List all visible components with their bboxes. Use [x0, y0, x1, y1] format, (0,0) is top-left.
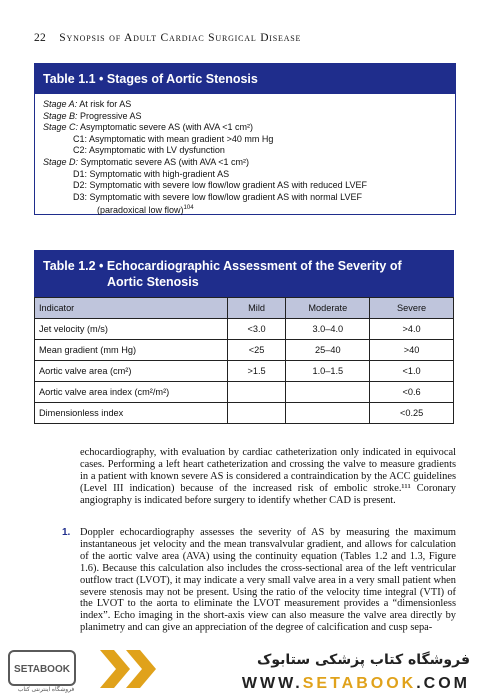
table-1-2-box [34, 250, 454, 420]
table-1-1-body [35, 94, 455, 222]
list-item-text: Doppler echocardiography assesses the severity of AS by measuring the maximum instantaneous jet velocity and the mean transvalvular gradient, and allows for calculation of the aortic valve area (AVA) using the continuity equation (Tables 1.2 and 1.3, Figure 1.6). Because this calculation also includes the cross-sectional area of the left ventricular outflow tract (LVOT), it may indicate a very small valve area in a very small patient when severe stenosis may not be present. Using the ratio of the velocity time integral (VTI) of the LVOT to the aorta to eliminate the LVOT measurement provides a “dimensionless index”. Echo imaging in the short-axis view can also measure the valve area directly by planimetry and can give an appreciation of the degree of calcification and cusp sepa- [80, 527, 456, 634]
column-header: Severe [370, 298, 454, 319]
stage-line [43, 122, 447, 134]
chevron-icon [126, 650, 156, 688]
stage-text: C2: Asymptomatic with LV dysfunction [73, 145, 225, 156]
stage-text: C1: Asymptomatic with mean gradient >40 mm Hg [73, 133, 274, 144]
table-row [35, 319, 454, 340]
stage-line [43, 99, 447, 111]
table-row [35, 382, 454, 403]
table-cell: <3.0 [227, 319, 286, 340]
page-number: 22 [34, 32, 47, 44]
store-title: فروشگاه کتاب پزشکی ستابوک [257, 652, 470, 668]
table-cell: <0.25 [370, 403, 454, 424]
table-cell: <25 [227, 340, 286, 361]
table-1-2-title [34, 250, 454, 297]
list-item-1 [62, 527, 456, 634]
table-cell: <0.6 [370, 382, 454, 403]
stage-text: Asymptomatic severe AS (with AVA <1 cm²) [78, 122, 254, 133]
table-cell: Dimensionless index [35, 403, 228, 424]
table-cell: Mean gradient (mm Hg) [35, 340, 228, 361]
stage-text: D1: Symptomatic with high-gradient AS [73, 168, 230, 179]
table-cell: 1.0–1.5 [286, 361, 370, 382]
table-cell: 25–40 [286, 340, 370, 361]
stage-line [43, 145, 447, 157]
table-cell: >4.0 [370, 319, 454, 340]
citation-superscript: 104 [183, 205, 194, 212]
column-header: Moderate [286, 298, 370, 319]
stage-text: At risk for AS [77, 99, 132, 109]
table-row [35, 403, 454, 424]
stage-label: Stage D: [43, 156, 79, 167]
stage-text: Progressive AS [77, 110, 142, 121]
stage-text: (paradoxical low flow) [97, 205, 184, 216]
store-banner[interactable] [0, 642, 500, 700]
logo-text: SETABOOK [14, 664, 70, 675]
table-1-2-title-line1: Table 1.2 • Echocardiographic Assessment of the Severity of [43, 259, 402, 273]
stage-label: Stage C: [43, 122, 79, 133]
table-cell: >1.5 [227, 361, 286, 382]
stage-label: Stage B: [43, 110, 78, 121]
stage-line [43, 111, 447, 123]
stage-line [43, 192, 447, 204]
table-cell [227, 403, 286, 424]
table-cell: Aortic valve area (cm²) [35, 361, 228, 382]
stage-label: Stage A: [43, 99, 78, 109]
table-cell: Jet velocity (m/s) [35, 319, 228, 340]
column-header: Mild [227, 298, 286, 319]
severity-table [34, 297, 454, 424]
table-1-1-box [34, 63, 456, 215]
url-suffix: .COM [416, 675, 470, 692]
stage-line [43, 169, 447, 181]
table-cell: 3.0–4.0 [286, 319, 370, 340]
table-row [35, 340, 454, 361]
stage-text: D2: Symptomatic with severe low flow/low gradient AS with reduced LVEF [73, 180, 367, 191]
table-row [35, 361, 454, 382]
url-highlight: SETABOOK [302, 675, 417, 692]
store-url[interactable] [242, 675, 470, 693]
logo-subtitle: فروشگاه اینترنتی کتاب [17, 687, 75, 693]
stage-text: D3: Symptomatic with severe low flow/low gradient AS with normal LVEF [73, 191, 362, 202]
running-head-title: Synopsis of Adult Cardiac Surgical Disease [59, 32, 302, 44]
table-cell: Aortic valve area index (cm²/m²) [35, 382, 228, 403]
paragraph-1: echocardiography, with evaluation by cardiac catheterization only indicated in equivocal cases. Performing a left heart catheterization and crossing the valve to measure gradients in a patient with known severe AS is considered a contraindication by the ACC guidelines (Level III indication) because of the increased risk of embolic stroke.¹¹¹ Coronary angiography is indicated before surgery to identify whether CAD is present. [80, 447, 456, 506]
table-1-2-title-line2: Aortic Stenosis [107, 275, 199, 289]
stage-text: Symptomatic severe AS (with AVA <1 cm²) [78, 156, 250, 167]
stage-line [43, 157, 447, 169]
stage-line [43, 134, 447, 146]
table-1-1-title: Table 1.1 • Stages of Aortic Stenosis [35, 64, 455, 94]
list-item-number: 1. [62, 527, 71, 538]
table-cell: >40 [370, 340, 454, 361]
setabook-logo [8, 650, 76, 686]
table-cell [286, 403, 370, 424]
column-header: Indicator [35, 298, 228, 319]
stage-line [43, 180, 447, 192]
stage-line [43, 203, 447, 217]
table-cell [286, 382, 370, 403]
running-head [34, 32, 301, 44]
table-cell: <1.0 [370, 361, 454, 382]
url-prefix: WWW. [241, 675, 303, 692]
table-cell [227, 382, 286, 403]
